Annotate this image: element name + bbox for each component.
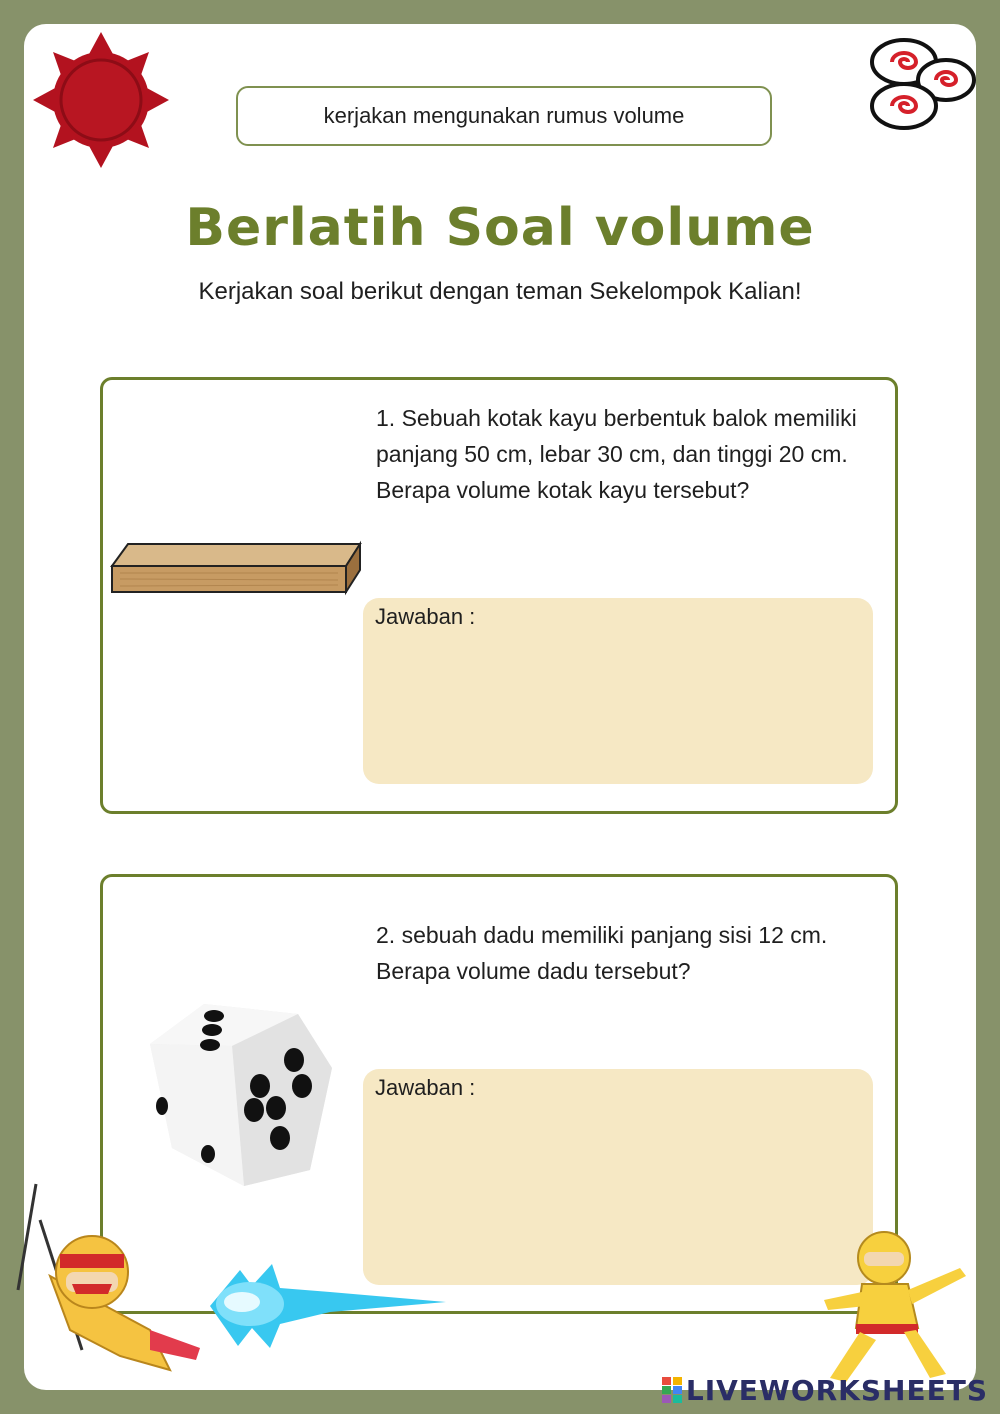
liveworksheets-logo-icon bbox=[662, 1377, 682, 1403]
sun-icon bbox=[26, 26, 176, 174]
dice-image bbox=[132, 998, 342, 1190]
swirl-cakes-icon bbox=[866, 34, 978, 134]
wooden-beam-image bbox=[110, 540, 362, 596]
page-title: Berlatih Soal volume bbox=[185, 198, 815, 258]
answer-label: Jawaban : bbox=[375, 604, 476, 629]
answer-label: Jawaban : bbox=[375, 1075, 476, 1100]
instruction-box: kerjakan mengunakan rumus volume bbox=[236, 86, 772, 146]
question-text: 1. Sebuah kotak kayu berbentuk balok memiliki panjang 50 cm, lebar 30 cm, dan tinggi 20 cm. Berapa volume kotak kayu tersebut? bbox=[376, 405, 857, 503]
ninja-right-illustration bbox=[800, 1228, 975, 1388]
energy-blast-illustration bbox=[200, 1262, 450, 1352]
watermark bbox=[662, 1374, 988, 1406]
question-text: 2. sebuah dadu memiliki panjang sisi 12 cm. Berapa volume dadu tersebut? bbox=[376, 922, 828, 984]
watermark-text: LIVEWORKSHEETS bbox=[685, 1373, 988, 1407]
page-subtitle: Kerjakan soal berikut dengan teman Sekelompok Kalian! bbox=[198, 278, 802, 305]
ninja-left-illustration bbox=[0, 1180, 210, 1380]
answer-box[interactable] bbox=[363, 598, 873, 784]
answer-box[interactable] bbox=[363, 1069, 873, 1285]
